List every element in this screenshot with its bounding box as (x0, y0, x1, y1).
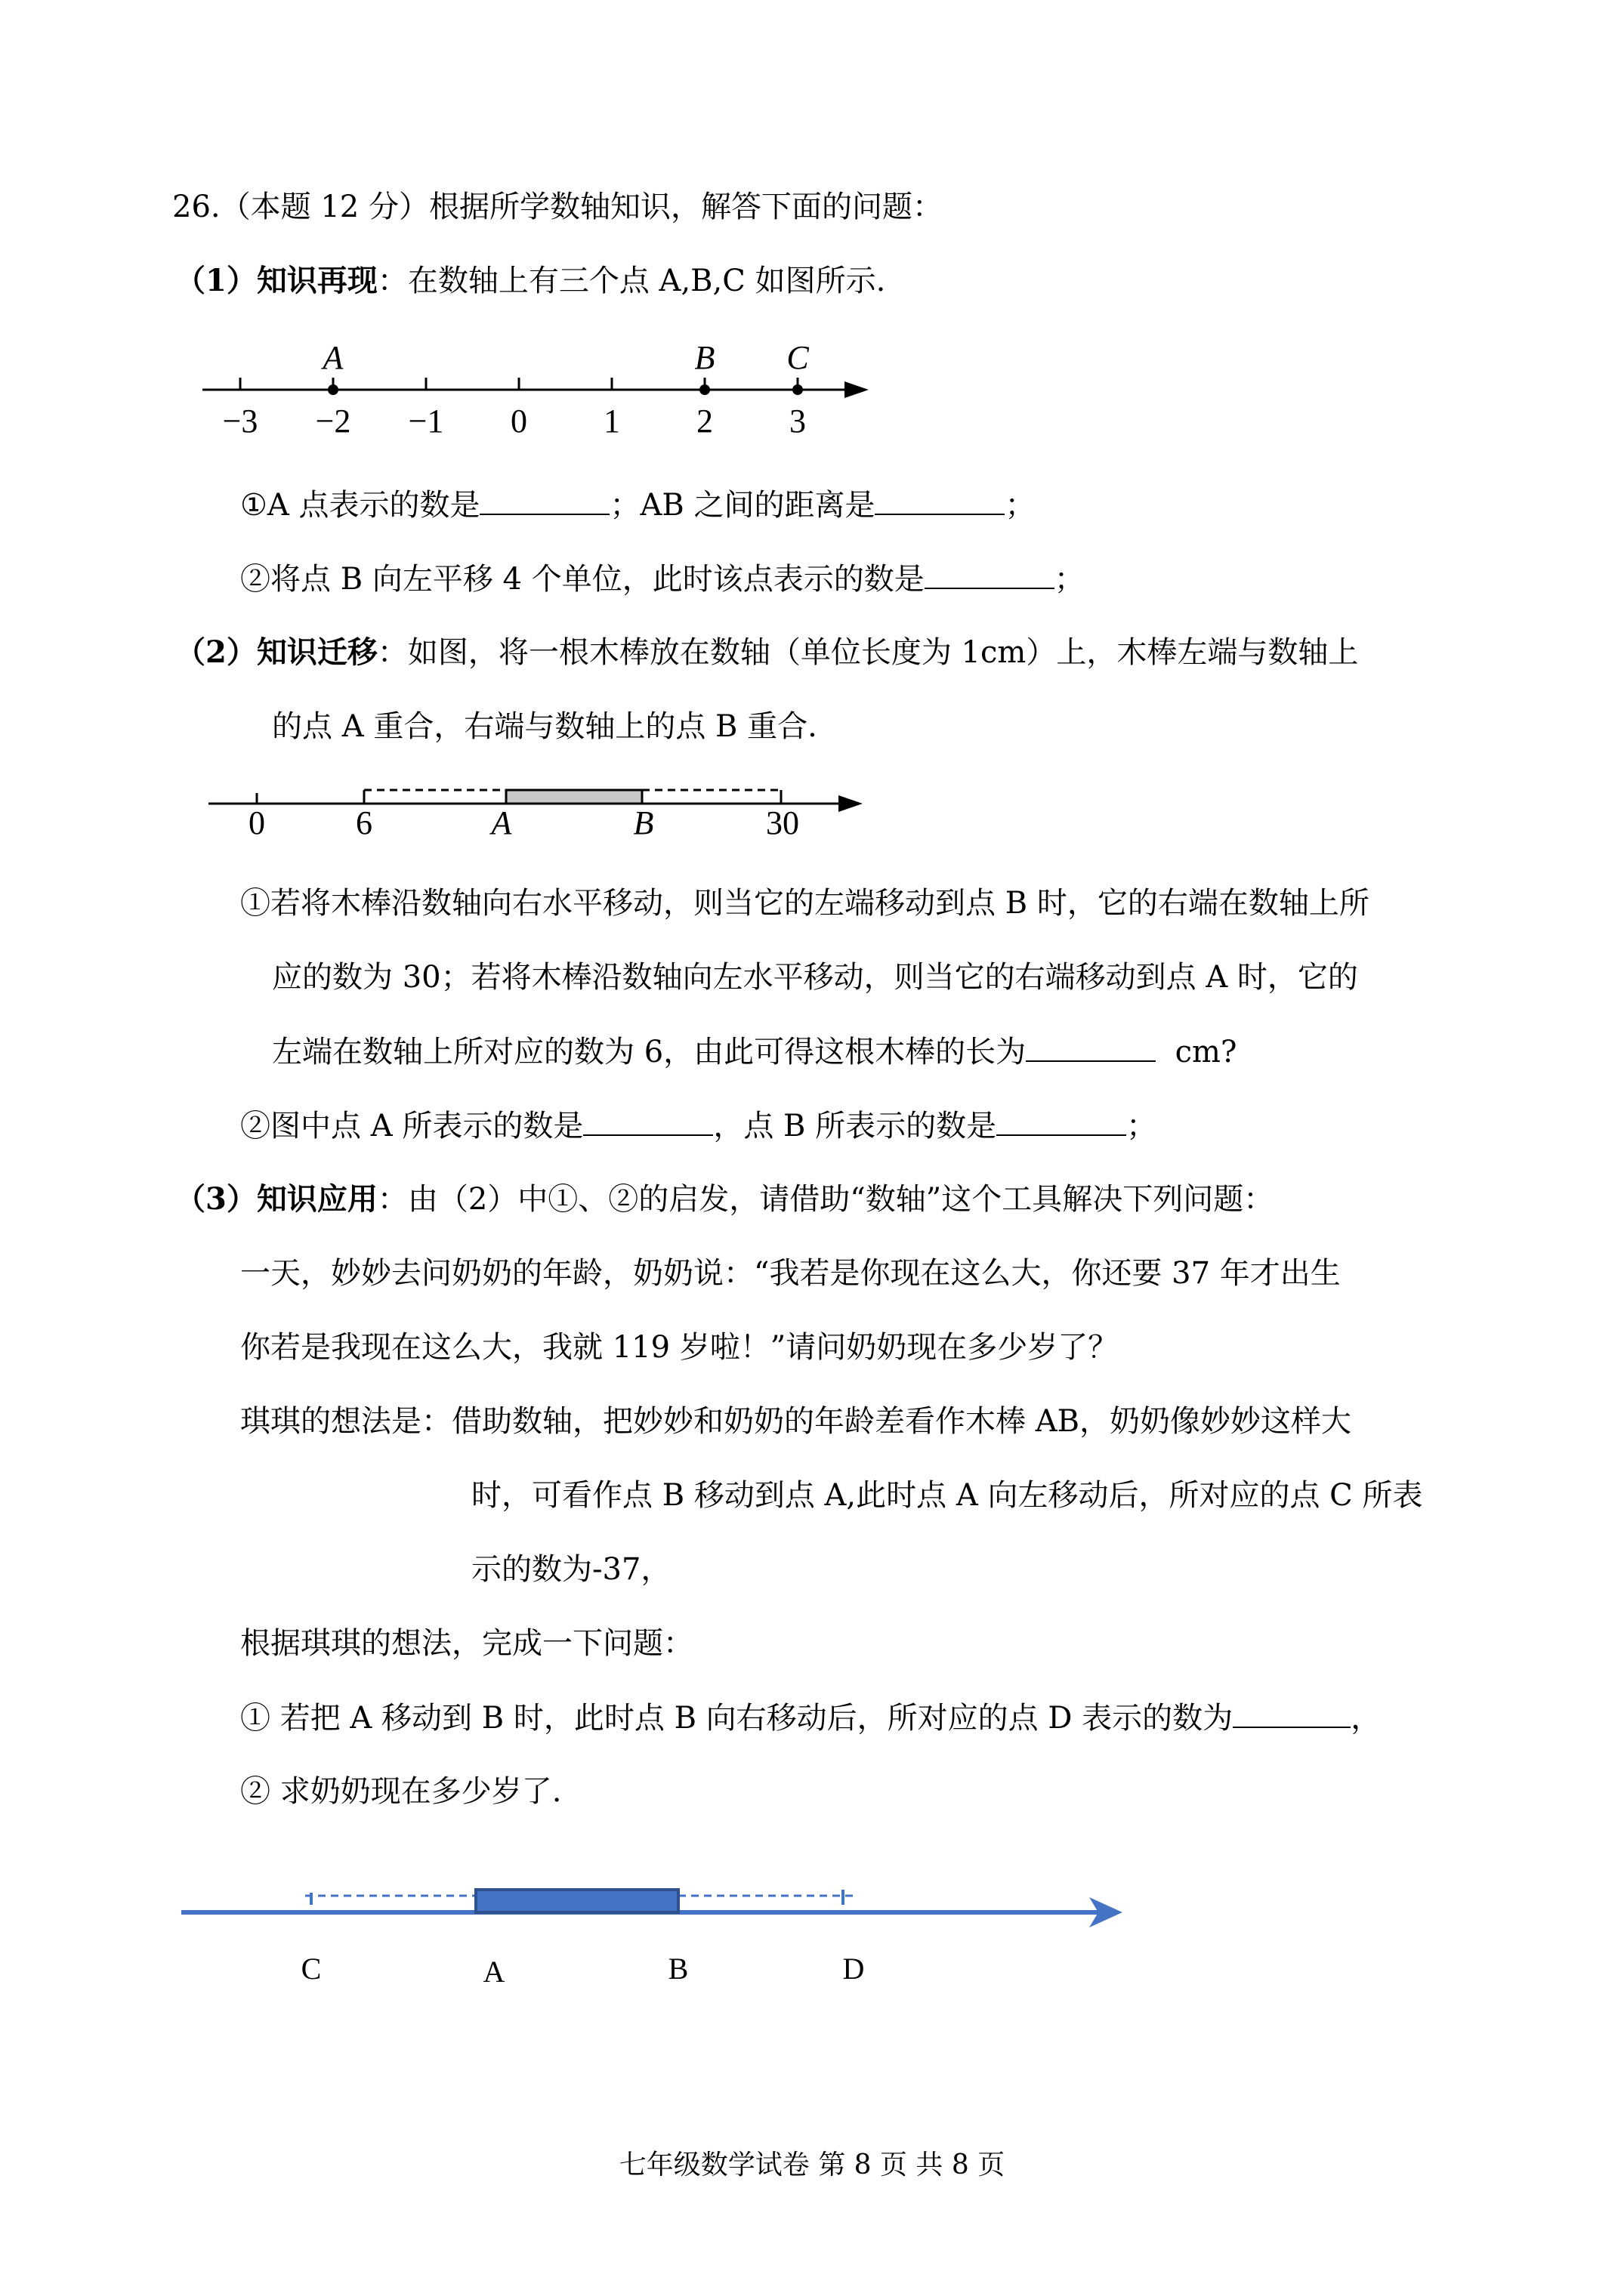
fig2-label-0: 0 (249, 804, 265, 841)
part3-story1: 一天，妙妙去问奶奶的年龄，奶奶说：“我若是你现在这么大，你还要 37 年才出生 (240, 1256, 1341, 1291)
question-header: 26.（本题 12 分）根据所学数轴知识，解答下面的问题： (172, 190, 943, 224)
part1-label: （1）知识再现 (175, 263, 378, 298)
fig1-point-b (699, 384, 710, 395)
part3-idea1: 琪琪的想法是：借助数轴，把妙妙和奶奶的年龄差看作木棒 AB，奶奶像妙妙这样大 (240, 1404, 1351, 1439)
part3-text: ：由（2）中①、②的启发，请借助“数轴”这个工具解决下列问题： (377, 1182, 1274, 1217)
part3-q1 (240, 1696, 1381, 1739)
part1-q1-b: ；AB 之间的距离是 (610, 488, 875, 523)
part1-q1-end: ； (1005, 488, 1036, 523)
answer-blank-point-a[interactable] (583, 1104, 713, 1136)
part2-q2-b: ，点 B 所表示的数是 (713, 1109, 997, 1143)
part2-q2 (240, 1104, 1156, 1147)
fig1-tick-label: 0 (511, 403, 527, 440)
answer-blank-point-b[interactable] (996, 1104, 1126, 1136)
fig1-tick-label: 1 (604, 403, 620, 440)
fig1-tick-label: 3 (789, 403, 806, 440)
answer-blank-point-d[interactable] (1233, 1696, 1351, 1728)
part3-idea2: 时，可看作点 B 移动到点 A,此时点 A 向左移动后，所对应的点 C 所表 (471, 1478, 1423, 1513)
fig1-tick-label: −1 (408, 403, 444, 440)
part2-text2: 的点 A 重合，右端与数轴上的点 B 重合. (272, 709, 817, 744)
part3-q1-text: ① 若把 A 移动到 B 时，此时点 B 向右移动后，所对应的点 D 表示的数为 (240, 1701, 1233, 1736)
age-difference-stick (476, 1890, 678, 1912)
part2-q1-line3-text: 左端在数轴上所对应的数为 6，由此可得这根木棒的长为 (272, 1035, 1027, 1069)
fig3-label-b: B (668, 1952, 689, 1986)
fig1-tick-label: −2 (315, 403, 351, 440)
page-footer: 七年级数学试卷 第 8 页 共 8 页 (619, 2149, 1005, 2180)
fig1-point-a (328, 384, 338, 395)
part2-q1-unit: cm? (1175, 1035, 1237, 1069)
fig2-label-b: B (633, 804, 654, 841)
answer-blank-b-shifted[interactable] (925, 557, 1054, 589)
part1-q2 (240, 557, 1085, 600)
part2-q1-line3 (272, 1030, 1237, 1073)
part2-text1: ：如图，将一根木棒放在数轴（单位长度为 1cm）上，木棒左端与数轴上 (377, 635, 1359, 670)
part2-intro (175, 631, 1358, 674)
part3-label: （3）知识应用 (175, 1181, 378, 1217)
part1-q1 (240, 483, 1035, 526)
fig1-tick-label: 2 (696, 403, 713, 440)
part3-idea3: 示的数为-37， (471, 1552, 672, 1587)
fig2-label-a: A (491, 804, 512, 841)
part3-q2: ② 求奶奶现在多少岁了. (240, 1774, 562, 1809)
part1-intro (175, 260, 885, 302)
figure1-ticks (240, 378, 798, 390)
answer-blank-a-value[interactable] (480, 483, 610, 515)
part3-q1-end: ， (1351, 1701, 1382, 1736)
fig3-label-d: D (842, 1952, 865, 1986)
fig2-label-30: 30 (766, 804, 799, 841)
part3-intro (175, 1178, 1274, 1221)
fig1-point-label-a: A (323, 339, 344, 376)
fig3-label-a: A (483, 1955, 505, 1989)
fig1-tick-label: −3 (222, 403, 258, 440)
part2-label: （2）知识迁移 (175, 634, 378, 670)
answer-blank-stick-length[interactable] (1026, 1030, 1156, 1062)
wooden-stick (506, 790, 642, 804)
fig1-point-label-c: C (786, 339, 809, 376)
part3-story2: 你若是我现在这么大，我就 119 岁啦！”请问奶奶现在多少岁了？ (240, 1330, 1119, 1365)
part1-q2-end: ； (1054, 562, 1085, 597)
part3-follow: 根据琪琪的想法，完成一下问题： (240, 1626, 693, 1661)
fig3-label-c: C (301, 1952, 322, 1986)
part2-q1-line1: ①若将木棒沿数轴向右水平移动，则当它的左端移动到点 B 时，它的右端在数轴上所 (240, 886, 1369, 921)
fig1-point-label-b: B (694, 339, 715, 376)
part1-text: ：在数轴上有三个点 A,B,C 如图所示. (377, 264, 886, 298)
part2-q2-a: ②图中点 A 所表示的数是 (240, 1109, 584, 1143)
fig1-point-c (792, 384, 803, 395)
part1-q1-a: ①A 点表示的数是 (240, 488, 480, 523)
part2-q2-end: ； (1126, 1109, 1157, 1143)
part2-q1-line2: 应的数为 30；若将木棒沿数轴向左水平移动，则当它的右端移动到点 A 时，它的 (272, 960, 1358, 995)
answer-blank-ab-distance[interactable] (875, 483, 1005, 515)
fig2-label-6: 6 (356, 804, 372, 841)
part1-q2-text: ②将点 B 向左平移 4 个单位，此时该点表示的数是 (240, 562, 925, 597)
